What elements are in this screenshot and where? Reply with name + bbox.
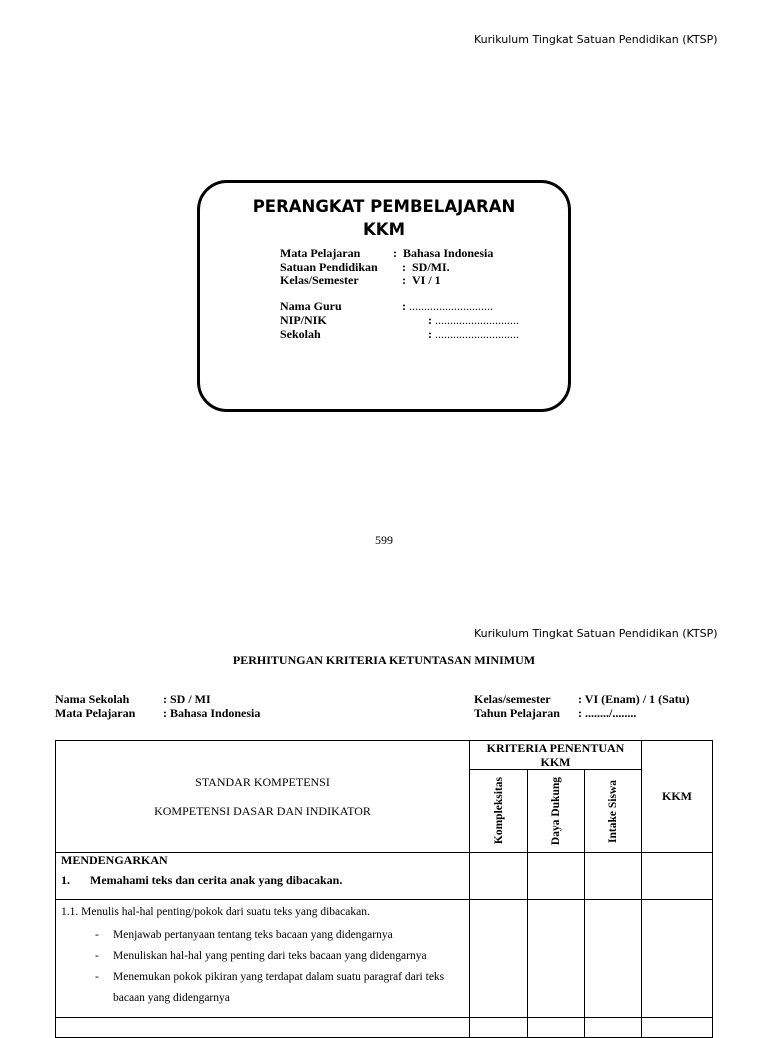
- empty-cell: [470, 900, 528, 1018]
- sk-number: 1.: [61, 873, 70, 887]
- field-label: Sekolah: [280, 327, 321, 341]
- field-sep: :: [428, 327, 432, 341]
- meta-label: Tahun Pelajaran: [474, 706, 560, 720]
- meta-value: : SD / MI: [163, 692, 211, 706]
- kd-text: 1.1. Menulis hal-hal penting/pokok dari suatu teks yang dibacakan.: [61, 906, 370, 918]
- field-kelas-semester: [280, 274, 441, 287]
- meta-mata-pelajaran: [55, 706, 260, 721]
- cover-box: [197, 180, 571, 412]
- sk-text: Memahami teks dan cerita anak yang dibacakan.: [90, 873, 343, 887]
- field-value: ............................: [409, 299, 493, 313]
- document-title: PERHITUNGAN KRITERIA KETUNTASAN MINIMUM: [232, 653, 536, 667]
- bullet-dash: -: [95, 950, 99, 962]
- meta-kelas-semester: [474, 692, 689, 707]
- page-header: Kurikulum Tingkat Satuan Pendidikan (KTSP): [474, 33, 718, 46]
- list-item: [61, 925, 469, 946]
- empty-cell: [585, 1018, 642, 1038]
- header-daya-dukung-cell: [528, 770, 585, 853]
- field-value: VI / 1: [412, 273, 441, 287]
- empty-cell: [528, 1018, 585, 1038]
- empty-cell: [585, 900, 642, 1018]
- list-item: [61, 946, 469, 967]
- field-label: Nama Guru: [280, 299, 342, 313]
- empty-cell: [585, 853, 642, 900]
- meta-nama-sekolah: [55, 692, 211, 707]
- field-value: SD/MI.: [412, 260, 450, 274]
- field-label: NIP/NIK: [280, 313, 327, 327]
- indicator-list: [61, 925, 469, 1009]
- meta-value: : Bahasa Indonesia: [163, 706, 261, 720]
- table-row: [56, 853, 713, 900]
- header-intake-siswa: Intake Siswa: [607, 779, 619, 843]
- header-kd: KOMPETENSI DASAR DAN INDIKATOR: [154, 803, 371, 818]
- meta-label: Kelas/semester: [474, 692, 551, 706]
- list-item: [61, 967, 469, 1009]
- field-sep: :: [428, 313, 432, 327]
- field-nama-guru: [280, 300, 493, 313]
- table-row: [56, 900, 713, 1018]
- cover-title-line2: KKM: [363, 220, 405, 239]
- meta-value: : VI (Enam) / 1 (Satu): [578, 692, 690, 706]
- field-label: Kelas/Semester: [280, 273, 359, 287]
- page-header: Kurikulum Tingkat Satuan Pendidikan (KTSP): [474, 627, 718, 640]
- header-sk: STANDAR KOMPETENSI: [195, 774, 330, 789]
- table-row: [56, 1018, 713, 1038]
- header-sk-kd: [56, 741, 470, 853]
- indicator-text: Menjawab pertanyaan tentang teks bacaan yang didengarnya: [113, 929, 393, 941]
- sk-row: [61, 873, 469, 887]
- field-label: Satuan Pendidikan: [280, 260, 378, 274]
- field-sekolah: [280, 328, 519, 341]
- indicator-text: Menuliskan hal-hal yang penting dari teks bacaan yang didengarnya: [113, 950, 427, 962]
- field-sep: :: [393, 246, 397, 260]
- field-value: Bahasa Indonesia: [403, 246, 494, 260]
- meta-label: Nama Sekolah: [55, 692, 130, 706]
- meta-label: Mata Pelajaran: [55, 706, 136, 720]
- empty-cell: [470, 853, 528, 900]
- empty-cell: [56, 1018, 470, 1038]
- header-kompleksitas: Kompleksitas: [492, 777, 505, 845]
- kkm-table: [55, 740, 713, 1038]
- sk-cell: [56, 853, 470, 900]
- bullet-dash: -: [95, 971, 99, 983]
- bullet-dash: -: [95, 929, 99, 941]
- meta-tahun-pelajaran: [474, 706, 636, 721]
- field-value: ............................: [435, 313, 519, 327]
- field-mata-pelajaran: [280, 247, 493, 260]
- indicator-text: Menemukan pokok pikiran yang terdapat dalam suatu paragraf dari teks bacaan yang didengarnya: [113, 971, 445, 1004]
- field-sep: :: [402, 273, 406, 287]
- field-sep: :: [402, 260, 406, 274]
- empty-cell: [470, 1018, 528, 1038]
- empty-cell: [528, 900, 585, 1018]
- header-daya-dukung: Daya Dukung: [550, 776, 562, 846]
- field-sep: :: [402, 299, 406, 313]
- empty-cell: [642, 900, 713, 1018]
- cover-title-line1: PERANGKAT PEMBELAJARAN: [252, 197, 516, 216]
- field-nip-nik: [280, 314, 519, 327]
- field-value: ............................: [435, 327, 519, 341]
- meta-value: : ......../........: [578, 706, 637, 720]
- header-kkm: KKM: [642, 741, 713, 853]
- kd-cell: [56, 900, 470, 1018]
- empty-cell: [642, 1018, 713, 1038]
- header-kompleksitas-cell: [470, 770, 528, 853]
- page-number: 599: [375, 533, 393, 547]
- empty-cell: [528, 853, 585, 900]
- empty-cell: [642, 853, 713, 900]
- section-title: MENDENGARKAN: [61, 853, 168, 867]
- header-kriteria: KRITERIA PENENTUAN KKM: [470, 741, 642, 770]
- field-label: Mata Pelajaran: [280, 246, 361, 260]
- header-intake-siswa-cell: [585, 770, 642, 853]
